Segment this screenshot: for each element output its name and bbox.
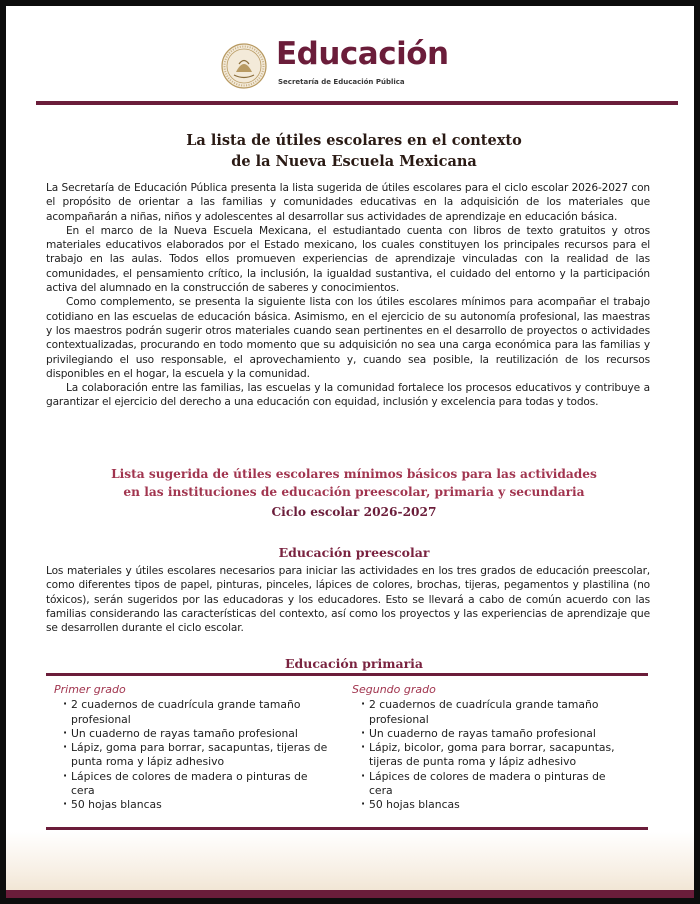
grade-label: Segundo grado [352, 683, 436, 696]
segundo-grado-column [352, 683, 632, 813]
primaria-heading: Educación primaria [284, 656, 424, 671]
list-item: · Lápices de colores de madera o pinturas de cera [64, 770, 334, 799]
page-title-line-2: de la Nueva Escuela Mexicana [231, 153, 477, 170]
intro-text [46, 181, 650, 410]
list-item: · Lápiz, bicolor, goma para borrar, sacapuntas, tijeras de punta roma y lápiz adhesivo [362, 741, 632, 770]
list-item: · Un cuaderno de rayas tamaño profesional [362, 727, 632, 741]
list-item: · Lápiz, goma para borrar, sacapuntas, tijeras de punta roma y lápiz adhesivo [64, 741, 334, 770]
list-item: · 50 hojas blancas [64, 798, 334, 812]
primer-grado-column [54, 683, 334, 813]
intro-paragraph: La colaboración entre las familias, las escuelas y la comunidad fortalece los procesos educativos y contribuye a garantizar el ejercicio del derecho a una educación con equidad, inclusión y excelencia para todas y todos. [46, 382, 650, 409]
page-title [66, 130, 642, 172]
supply-list [352, 698, 632, 812]
intro-paragraph: En el marco de la Nueva Escuela Mexicana, el estudiantado cuenta con libros de texto gratuitos y otros materiales educativos elaborados por el Estado mexicano, los cuales constituyen los principales recursos para el trabajo en las aulas. Todos ellos promueven experiencias de aprendizaje vinculadas con la realidad de las comunidades, el pensamiento crítico, la inclusión, la igualdad sustantiva, el cuidado del entorno y la participación activa del alumnado en la construcción de saberes y conocimientos. [46, 224, 650, 295]
primaria-bottom-rule [46, 827, 648, 830]
list-item: · Lápices de colores de madera o pinturas de cera [362, 770, 632, 799]
list-heading [66, 465, 642, 521]
primaria-top-rule [46, 673, 648, 676]
page-header [6, 6, 694, 102]
list-heading-line-1: Lista sugerida de útiles escolares mínimos básicos para las actividades [111, 467, 597, 481]
supply-list [54, 698, 334, 812]
page-title-line-1: La lista de útiles escolares en el contexto [186, 132, 522, 149]
list-heading-line-2: en las instituciones de educación preescolar, primaria y secundaria [123, 485, 585, 499]
list-item: · Un cuaderno de rayas tamaño profesional [64, 727, 334, 741]
government-seal-icon [220, 42, 268, 90]
footer-rule [6, 890, 694, 898]
school-cycle-label: Ciclo escolar 2026-2027 [271, 505, 437, 519]
list-item: · 2 cuadernos de cuadrícula grande tamaño profesional [362, 698, 632, 727]
intro-paragraph: Como complemento, se presenta la siguiente lista con los útiles escolares mínimos para acompañar el trabajo cotidiano en las escuelas de educación básica. Asimismo, en el ejercicio de su autonomía profesional, las maestras y los maestros podrán sugerir otros materiales cuando sean pertinentes en el desarrollo de proyectos o actividades contextualizadas, procurando en todo momento que su adquisición no sea una carga económica para las familias y privilegiando el uso responsable, el aprovechamiento y, cuando sea posible, la reutilización de los recursos disponibles en el hogar, la escuela y la comunidad. [46, 296, 650, 380]
footer-band [6, 832, 694, 898]
preescolar-text: Los materiales y útiles escolares necesarios para iniciar las actividades en los tres grados de educación preescolar, como diferentes tipos de papel, pinturas, pinceles, lápices de colores, brochas, tijeras, pegamentos y plastilina (no tóxicos), serán sugeridos por las educadoras y los educadores. Esto se llevará a cabo de común acuerdo con las familias considerando las características del contexto, así como los proyectos y las experiencias de aprendizaje que se desarrollen durante el ciclo escolar. [46, 565, 650, 635]
grade-label: Primer grado [54, 683, 126, 696]
list-item: · 50 hojas blancas [362, 798, 632, 812]
list-item: · 2 cuadernos de cuadrícula grande tamaño profesional [64, 698, 334, 727]
intro-paragraph: La Secretaría de Educación Pública presenta la lista sugerida de útiles escolares para el ciclo escolar 2026-2027 con el propósito de orientar a las familias y comunidades educativas en la adquisición de los materiales que acompañarán a niñas, niños y adolescentes al desarrollar sus actividades de aprendizaje en educación básica. [46, 182, 650, 223]
header-divider [36, 101, 678, 105]
brand-subtitle: Secretaría de Educación Pública [278, 78, 405, 86]
brand-title: Educación [276, 36, 449, 72]
preescolar-heading: Educación preescolar [278, 545, 430, 560]
